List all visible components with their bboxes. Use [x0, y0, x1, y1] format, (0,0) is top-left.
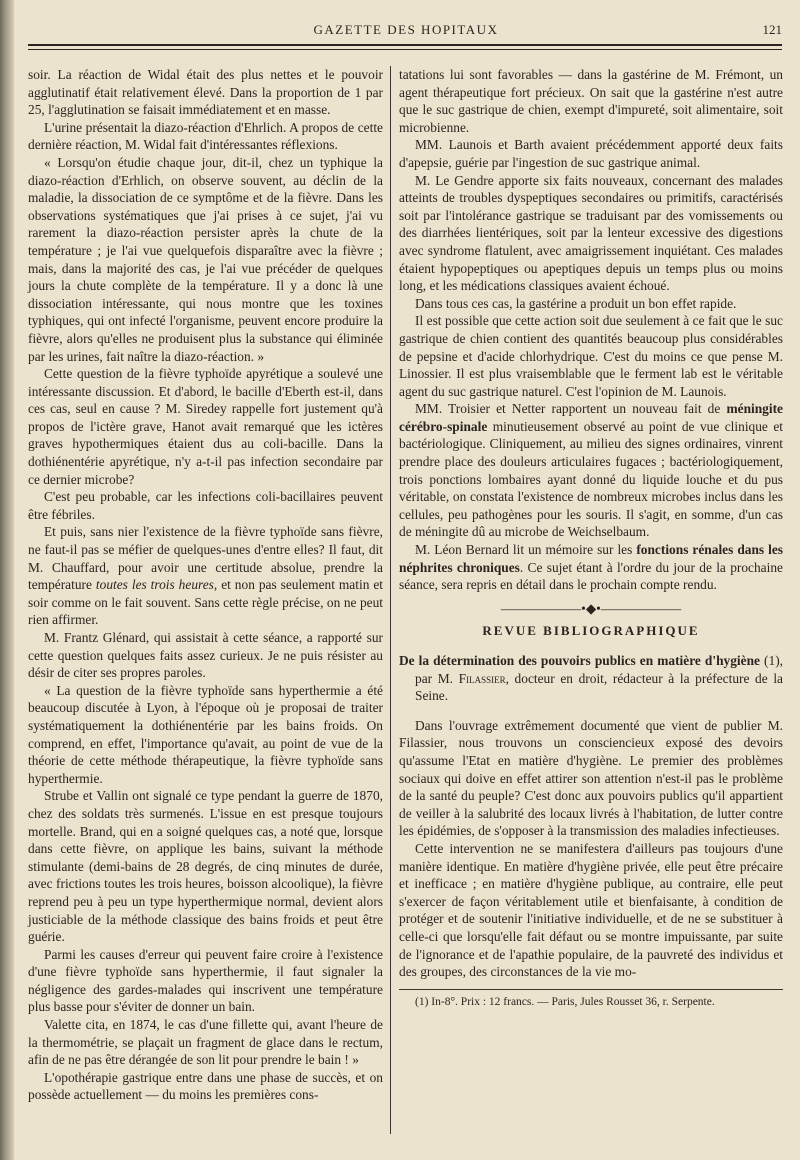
paragraph: MM. Launois et Barth avaient précédemment apporté deux faits d'apepsie, guérie par l'ingestion de suc gastrique animal.: [399, 137, 783, 170]
paragraph-text: Et puis, sans nier l'existence de la fièvre typhoïde sans fièvre, ne faut-il pas se méfier de quelques-unes d'entre elles? Il faut, dit M. Chauffard, pour avoir une certitude absolue, prendre la température: [28, 524, 383, 593]
italic-phrase: toutes les trois heures: [95, 577, 214, 593]
paragraph: Valette cita, en 1874, le cas d'une fillette qui, avant l'heure de la thermométrie, se plaçait un fragment de glace dans le rectum, afin de ne pas être dérangée de son lit pour prendre le bain ! »: [28, 1017, 383, 1068]
paragraph-text: MM. Troisier et Netter rapportent un nouveau fait de: [415, 401, 727, 417]
paragraph-text: . Ce sujet étant à l'ordre du jour de la prochaine séance, sera repris en détail dans le prochain compte rendu.: [399, 559, 783, 593]
paragraph: [28, 365, 383, 488]
book-entry-title: [399, 652, 783, 705]
page-header: [30, 22, 782, 42]
paragraph: Il est possible que cette action soit due seulement à ce fait que le suc gastrique de chien contient des quantités beaucoup plus considérables de pepsine et d'acide chlorhydrique. C'est du moins ce que pense M. Linossier. Il est plus vraisemblable que le ferment lab est le véritable agent du suc gastrique naturel. C'est l'opinion de M. Launois.: [399, 313, 783, 399]
paragraph: Strube et Vallin ont signalé ce type pendant la guerre de 1870, chez des soldats très surmenés. L'issue en est presque toujours mortelle. Brand, qui en a soigné quelques cas, a noté que, lorsque dans cette fièvre, on applique les bains, suivant la méthode stimulante (demi-bains de 28 degrés, de cinq minutes de durée, avec frictions toutes les trois heures, boisson alcoolique), la fièvre reprend peu à peu un type hyperthermique normal, devient alors justiciable de la méthode classique des bains froids et peut être guérie.: [28, 788, 383, 945]
paragraph: Dans l'ouvrage extrêmement documenté que vient de publier M. Filassier, nous trouvons un consciencieux exposé des devoirs qu'assume l'Etat en matière d'hygiène. Le premier des problèmes sociaux qui doive en effet attirer son attention n'est-il pas le problème de la santé du peuple? C'est donc aux pouvoirs publics qu'il appartient de veiller à la salubrité des locaux livrés à l'habitation, de lutter contre les épidémies, de s'opposer à la transmission des maladies infectieuses.: [399, 717, 783, 839]
paragraph: M. Frantz Glénard, qui assistait à cette séance, a rapporté sur cette question quelques faits assez curieux. Je ne puis résister au désir de citer ses propres paroles.: [28, 630, 383, 681]
paragraph-text: Cette question de la fièvre typhoïde apyrétique a soulevé une intéressante discussion. Et d'abord, le bacille d'Eberth est-il, dans ces cas, seul en cause ? M. Siredey rappelle fort justement qu'à propos de l'ictère grave, Hanot avait remarqué que les ictères graves hypothermiques étaient dus au coli-bacille. Dans la dothiénentérie apyrétique, n'y a-t-il pas infection secondaire par ce dernier microbe?: [28, 366, 383, 487]
bold-phrase: méningite cérébro-spinale: [399, 401, 783, 434]
section-title: REVUE BIBLIOGRAPHIQUE: [482, 623, 700, 639]
paragraph: tatations lui sont favorables — dans la gastérine de M. Frémont, un agent thérapeutique fort précieux. On sait que la gastérine n'est autre que le suc gastrique de chien, exempt d'impureté, soit alimentaire, soit microbienne.: [399, 67, 783, 135]
header-rule-thin: [28, 49, 782, 50]
bold-phrase: fonctions rénales dans les néphrites chroniques: [399, 542, 784, 575]
paragraph: L'urine présentait la diazo-réaction d'Ehrlich. A propos de cette dernière réaction, M. Widal fait d'intéressantes réflexions.: [28, 119, 383, 153]
page-number: 121: [762, 22, 782, 37]
header-rule-thick: [28, 44, 782, 46]
book-title-text: , docteur en droit, rédacteur à la préfecture de la Seine.: [415, 670, 783, 704]
book-title: De la détermination des pouvoirs publics en matière d'hygiène: [399, 653, 760, 668]
paragraph-text: minutieusement observé au point de vue clinique et bactériologique. Cliniquement, au milieu des signes ordinaires, vinrent prendre place des douleurs articulaires fugaces ; bactériologiquement, trois ponctions lombaires ayant donné du liquide louche et du pus véritable, on constata l'existence de nombreux microbes inclus dans les cellules, peu pathogènes pour les souris. Il s'agit, en somme, d'un cas de méningite dû au microbe de Weichselbaum.: [399, 418, 783, 540]
paragraph-text: , et non pas seulement matin et soir comme on le fait souvent. Sans cette règle précise, on ne peut rien affirmer.: [28, 577, 383, 628]
paragraph: C'est peu probable, car les infections coli-bacillaires peuvent être fébriles.: [28, 489, 383, 522]
paragraph: [28, 523, 383, 629]
book-binding-edge: [0, 0, 14, 1160]
publication-title: GAZETTE DES HOPITAUX: [313, 22, 499, 37]
paragraph-text: M. Léon Bernard lit un mémoire sur les: [415, 542, 637, 558]
paragraph: « La question de la fièvre typhoïde sans hyperthermie a été beaucoup discutée à Lyon, à l'époque où je proposai de traiter systématiquement la dothiénentérie par les bains froids. On comprend, en effet, l'importance qu'avait, au point de vue de la théorie de cette méthode thérapeutique, la fièvre typhoïde sans hyperthermie.: [28, 682, 383, 786]
section-ornament: ——————•◆•——————: [500, 600, 682, 616]
book-title-text: (1), par M.: [415, 653, 783, 686]
paragraph: L'opothérapie gastrique entre dans une phase de succès, et on possède actuellement — du moins les premières cons-: [28, 1069, 383, 1103]
left-column: [28, 66, 383, 1104]
book-author: Filassier: [458, 670, 506, 686]
footnote-rule: [399, 989, 783, 990]
paragraph: Cette intervention ne se manifestera d'ailleurs pas toujours d'une manière identique. En matière d'hygiène privée, elle peut être précaire et inefficace ; en matière d'hygiène publique, au contraire, elle peut s'exercer de façon véritablement utile et bienfaisante, à condition de protéger et de soutenir l'initiative individuelle, et de ne se substituer à celle-ci que lorsqu'elle fait défaut ou se montre impuissante, par suite de l'ignorance et de l'apathie populaire, de la pauvreté des individus et des groupes, des circonstances de la vie mo-: [399, 840, 783, 980]
paragraph: soir. La réaction de Widal était des plus nettes et le pouvoir agglutinatif était relativement élevé. Dans la proportion de 1 par 25, l'agglutination se faisait immédiatement et en masse.: [28, 67, 383, 118]
paragraph: M. Le Gendre apporte six faits nouveaux, concernant des malades atteints de troubles dyspeptiques secondaires ou primitifs, caractérisés soit par l'intolérance gastrique se traduisant par des vomissements ou des diarrhées lientériques, soit par la lenteur excessive des digestions avec syndrome flatulent, avec amaigrissement inquiétant. Ces malades étaient hypopeptiques ou apeptiques depuis un temps plus ou moins long, et les médications classiques avaient échoué.: [399, 172, 783, 294]
column-divider: [390, 66, 391, 1134]
footnote: (1) In-8°. Prix : 12 francs. — Paris, Jules Rousset 36, r. Serpente.: [415, 995, 715, 1008]
paragraph: Dans tous ces cas, la gastérine a produit un bon effet rapide.: [415, 295, 737, 311]
paragraph: Parmi les causes d'erreur qui peuvent faire croire à l'existence d'une fièvre typhoïde sans hyperthermie, il faut signaler la négligence des gardes-malades qui inscrivent une température plus basse pour s'éviter de donner un bain.: [28, 946, 383, 1015]
right-column: [399, 66, 783, 1011]
paragraph: « Lorsqu'on étudie chaque jour, dit-il, chez un typhique la diazo-réaction d'Erhlich, on observe souvent, au déclin de la maladie, la dissociation de ce symptôme et de la fièvre. Dans les observations systématiques que j'ai prises à ce sujet, j'ai vu rarement la diazo-réaction persister après la chute de la température ; je l'ai vue quelquefois disparaître avec la fièvre ; mais, dans la majorité des cas, je l'ai vue précéder de quelques jours la chute complète de la température. Il y a donc là une dissociation intéressante, qui nous montre que les toxines typhiques, qui ont infecté l'organisme, peuvent encore produire la fièvre, alors qu'elles ne produisent plus la substance qui éliminée par les urines, fait naître la diazo-réaction. »: [28, 154, 383, 364]
paragraph: [399, 541, 783, 594]
paragraph: [399, 400, 783, 541]
